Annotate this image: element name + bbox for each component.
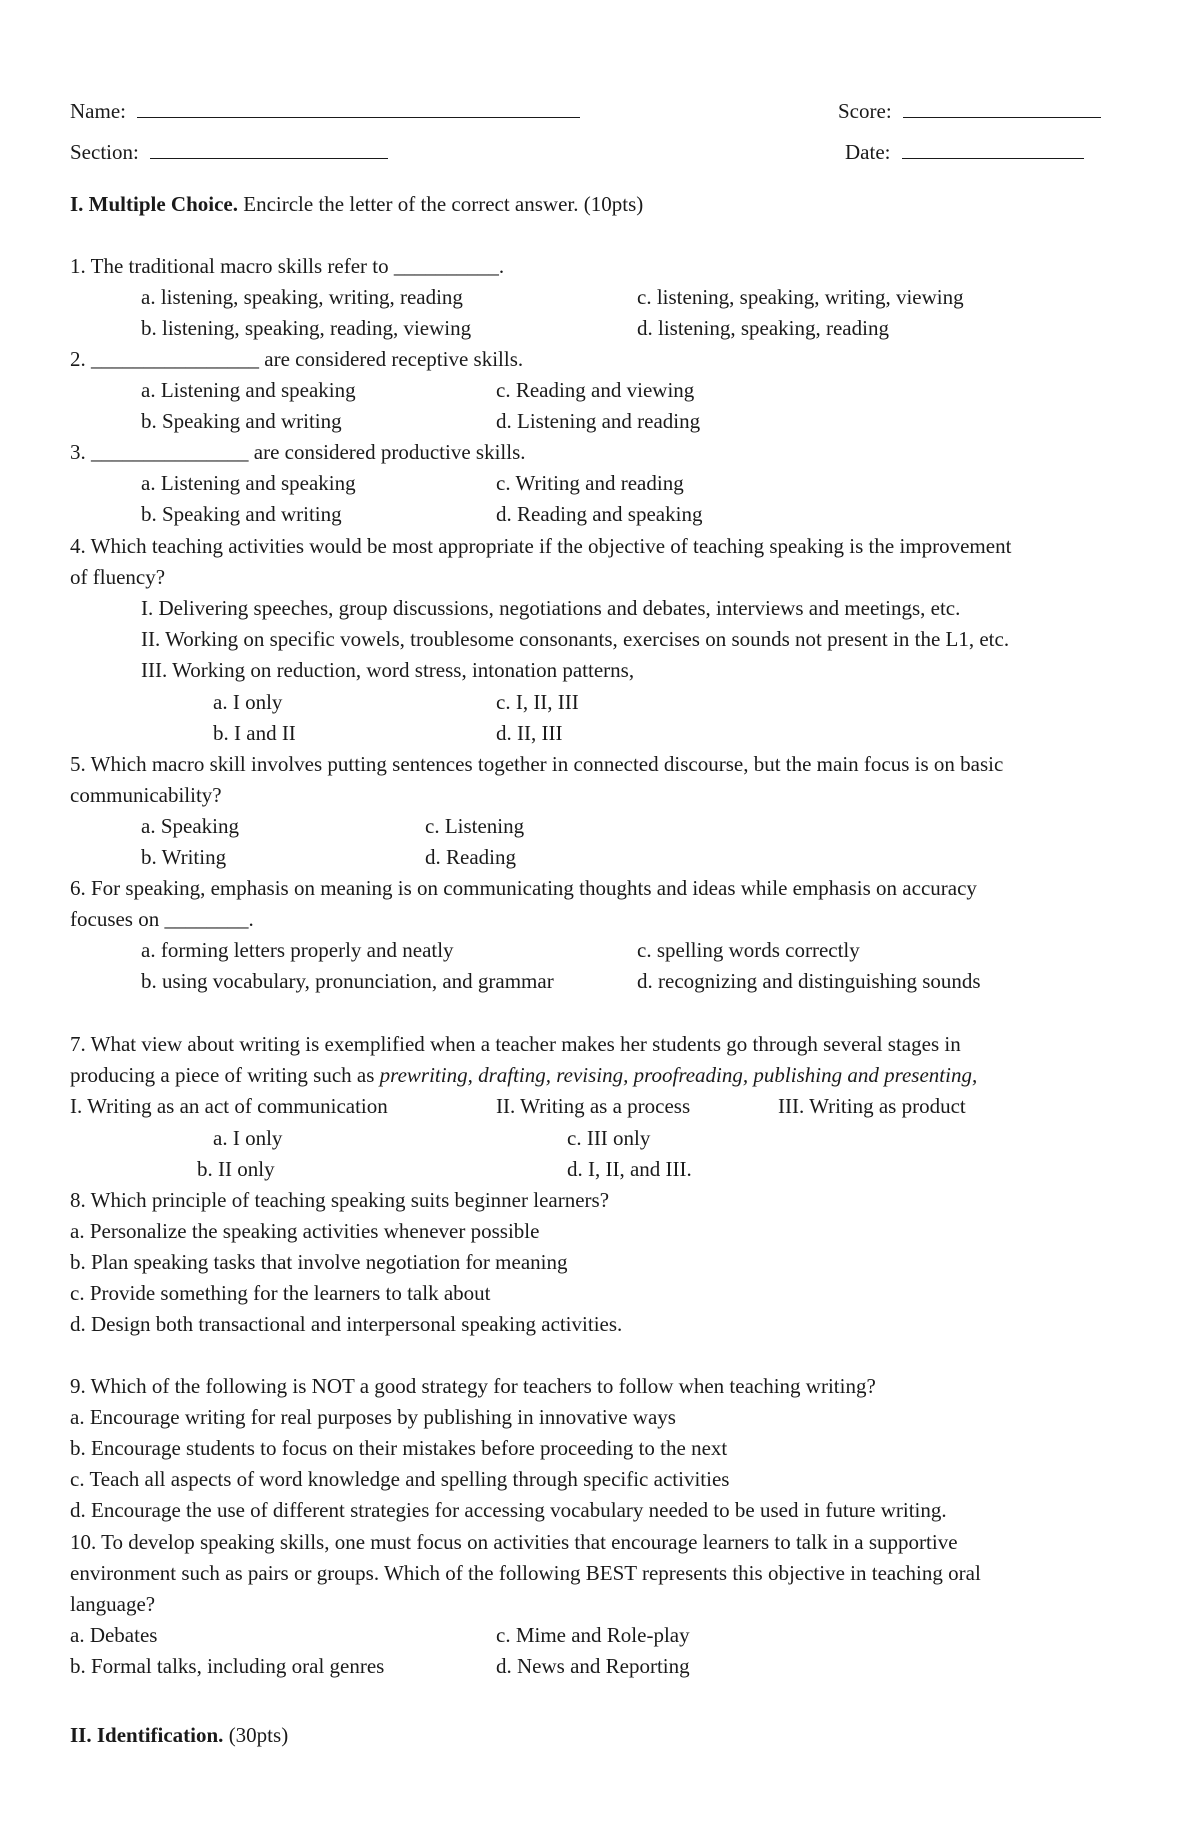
q6-option-a[interactable]: a. forming letters properly and neatly bbox=[141, 938, 454, 962]
q4-item-1: I. Delivering speeches, group discussions, negotiations and debates, interviews and meetings, etc. bbox=[141, 596, 961, 620]
name-blank[interactable] bbox=[137, 97, 580, 118]
q8-option-a[interactable]: a. Personalize the speaking activities whenever possible bbox=[70, 1219, 540, 1243]
date-label: Date: bbox=[845, 140, 891, 164]
q8-stem: 8. Which principle of teaching speaking suits beginner learners? bbox=[70, 1188, 610, 1212]
q7-option-d[interactable]: d. I, II, and III. bbox=[567, 1157, 692, 1181]
part2-heading bbox=[70, 1722, 288, 1748]
q2-option-c[interactable]: c. Reading and viewing bbox=[496, 378, 695, 402]
score-field bbox=[838, 97, 1101, 124]
q6-option-b[interactable]: b. using vocabulary, pronunciation, and grammar bbox=[141, 969, 554, 993]
q4-item-3: III. Working on reduction, word stress, intonation patterns, bbox=[141, 658, 635, 682]
q6-option-c[interactable]: c. spelling words correctly bbox=[637, 938, 860, 962]
q2-option-a[interactable]: a. Listening and speaking bbox=[141, 378, 356, 402]
q1-option-b[interactable]: b. listening, speaking, reading, viewing bbox=[141, 316, 472, 340]
q10-stem-line3: language? bbox=[70, 1592, 156, 1616]
q7-stem-line1: 7. What view about writing is exemplified when a teacher makes her students go through several stages in bbox=[70, 1032, 961, 1056]
q7-stem-line2 bbox=[70, 1062, 977, 1088]
q3-option-d[interactable]: d. Reading and speaking bbox=[496, 502, 703, 526]
q9-option-d[interactable]: d. Encourage the use of different strategies for accessing vocabulary needed to be used in future writing. bbox=[70, 1498, 947, 1522]
q4-stem-line2: of fluency? bbox=[70, 565, 166, 589]
q1-option-c[interactable]: c. listening, speaking, writing, viewing bbox=[637, 285, 964, 309]
q2-option-b[interactable]: b. Speaking and writing bbox=[141, 409, 342, 433]
q6-stem-line2: focuses on ________. bbox=[70, 907, 254, 931]
q2-option-d[interactable]: d. Listening and reading bbox=[496, 409, 701, 433]
name-label: Name: bbox=[70, 99, 126, 123]
q7-option-a[interactable]: a. I only bbox=[213, 1126, 283, 1150]
date-field bbox=[845, 138, 1084, 165]
q2-stem: 2. ________________ are considered receptive skills. bbox=[70, 347, 524, 371]
q8-option-d[interactable]: d. Design both transactional and interpersonal speaking activities. bbox=[70, 1312, 623, 1336]
q6-stem-line1: 6. For speaking, emphasis on meaning is on communicating thoughts and ideas while emphasis on accuracy bbox=[70, 876, 977, 900]
q7-option-c[interactable]: c. III only bbox=[567, 1126, 651, 1150]
q7-stem-line2-plain: producing a piece of writing such as bbox=[70, 1063, 380, 1087]
q7-item-3: III. Writing as product bbox=[778, 1094, 966, 1118]
score-label: Score: bbox=[838, 99, 892, 123]
q10-stem-line2: environment such as pairs or groups. Which of the following BEST represents this objective in teaching oral bbox=[70, 1561, 981, 1585]
q9-option-b[interactable]: b. Encourage students to focus on their mistakes before proceeding to the next bbox=[70, 1436, 728, 1460]
q9-option-c[interactable]: c. Teach all aspects of word knowledge and spelling through specific activities bbox=[70, 1467, 730, 1491]
q10-option-d[interactable]: d. News and Reporting bbox=[496, 1654, 690, 1678]
q5-option-a[interactable]: a. Speaking bbox=[141, 814, 239, 838]
q6-option-d[interactable]: d. recognizing and distinguishing sounds bbox=[637, 969, 981, 993]
part2-title: II. Identification. bbox=[70, 1723, 224, 1747]
q9-stem: 9. Which of the following is NOT a good strategy for teachers to follow when teaching writing? bbox=[70, 1374, 876, 1398]
name-field bbox=[70, 97, 580, 124]
q5-stem-line1: 5. Which macro skill involves putting sentences together in connected discourse, but the main focus is on basic bbox=[70, 752, 1004, 776]
q1-stem: 1. The traditional macro skills refer to __________. bbox=[70, 254, 505, 278]
date-blank[interactable] bbox=[902, 138, 1084, 159]
q3-stem: 3. _______________ are considered productive skills. bbox=[70, 440, 526, 464]
q10-stem-line1: 10. To develop speaking skills, one must focus on activities that encourage learners to talk in a supportive bbox=[70, 1530, 958, 1554]
score-blank[interactable] bbox=[903, 97, 1101, 118]
q7-stem-line2-italic: prewriting, drafting, revising, proofreading, publishing and presenting, bbox=[379, 1063, 978, 1087]
q3-option-b[interactable]: b. Speaking and writing bbox=[141, 502, 342, 526]
q5-option-b[interactable]: b. Writing bbox=[141, 845, 227, 869]
q4-option-a[interactable]: a. I only bbox=[213, 690, 283, 714]
q3-option-a[interactable]: a. Listening and speaking bbox=[141, 471, 356, 495]
q9-option-a[interactable]: a. Encourage writing for real purposes by publishing in innovative ways bbox=[70, 1405, 676, 1429]
q5-option-d[interactable]: d. Reading bbox=[425, 845, 516, 869]
part2-points: (30pts) bbox=[228, 1723, 289, 1747]
q10-option-c[interactable]: c. Mime and Role-play bbox=[496, 1623, 690, 1647]
q1-option-d[interactable]: d. listening, speaking, reading bbox=[637, 316, 889, 340]
section-label: Section: bbox=[70, 140, 139, 164]
section-field bbox=[70, 138, 388, 165]
q4-option-d[interactable]: d. II, III bbox=[496, 721, 563, 745]
q5-stem-line2: communicability? bbox=[70, 783, 222, 807]
q10-option-a[interactable]: a. Debates bbox=[70, 1623, 158, 1647]
q7-item-2: II. Writing as a process bbox=[496, 1094, 691, 1118]
q7-option-b[interactable]: b. II only bbox=[197, 1157, 275, 1181]
part1-title: I. Multiple Choice. bbox=[70, 192, 238, 216]
section-blank[interactable] bbox=[150, 138, 388, 159]
q8-option-c[interactable]: c. Provide something for the learners to talk about bbox=[70, 1281, 491, 1305]
q4-stem-line1: 4. Which teaching activities would be most appropriate if the objective of teaching speaking is the improvement bbox=[70, 534, 1012, 558]
part1-instruction: Encircle the letter of the correct answer. (10pts) bbox=[243, 192, 644, 216]
q1-option-a[interactable]: a. listening, speaking, writing, reading bbox=[141, 285, 463, 309]
q4-option-c[interactable]: c. I, II, III bbox=[496, 690, 579, 714]
q10-option-b[interactable]: b. Formal talks, including oral genres bbox=[70, 1654, 385, 1678]
q3-option-c[interactable]: c. Writing and reading bbox=[496, 471, 684, 495]
q7-item-1: I. Writing as an act of communication bbox=[70, 1094, 388, 1118]
q4-item-2: II. Working on specific vowels, troublesome consonants, exercises on sounds not present in the L1, etc. bbox=[141, 627, 1010, 651]
q8-option-b[interactable]: b. Plan speaking tasks that involve negotiation for meaning bbox=[70, 1250, 568, 1274]
part1-heading bbox=[70, 191, 643, 217]
q5-option-c[interactable]: c. Listening bbox=[425, 814, 525, 838]
q4-option-b[interactable]: b. I and II bbox=[213, 721, 296, 745]
